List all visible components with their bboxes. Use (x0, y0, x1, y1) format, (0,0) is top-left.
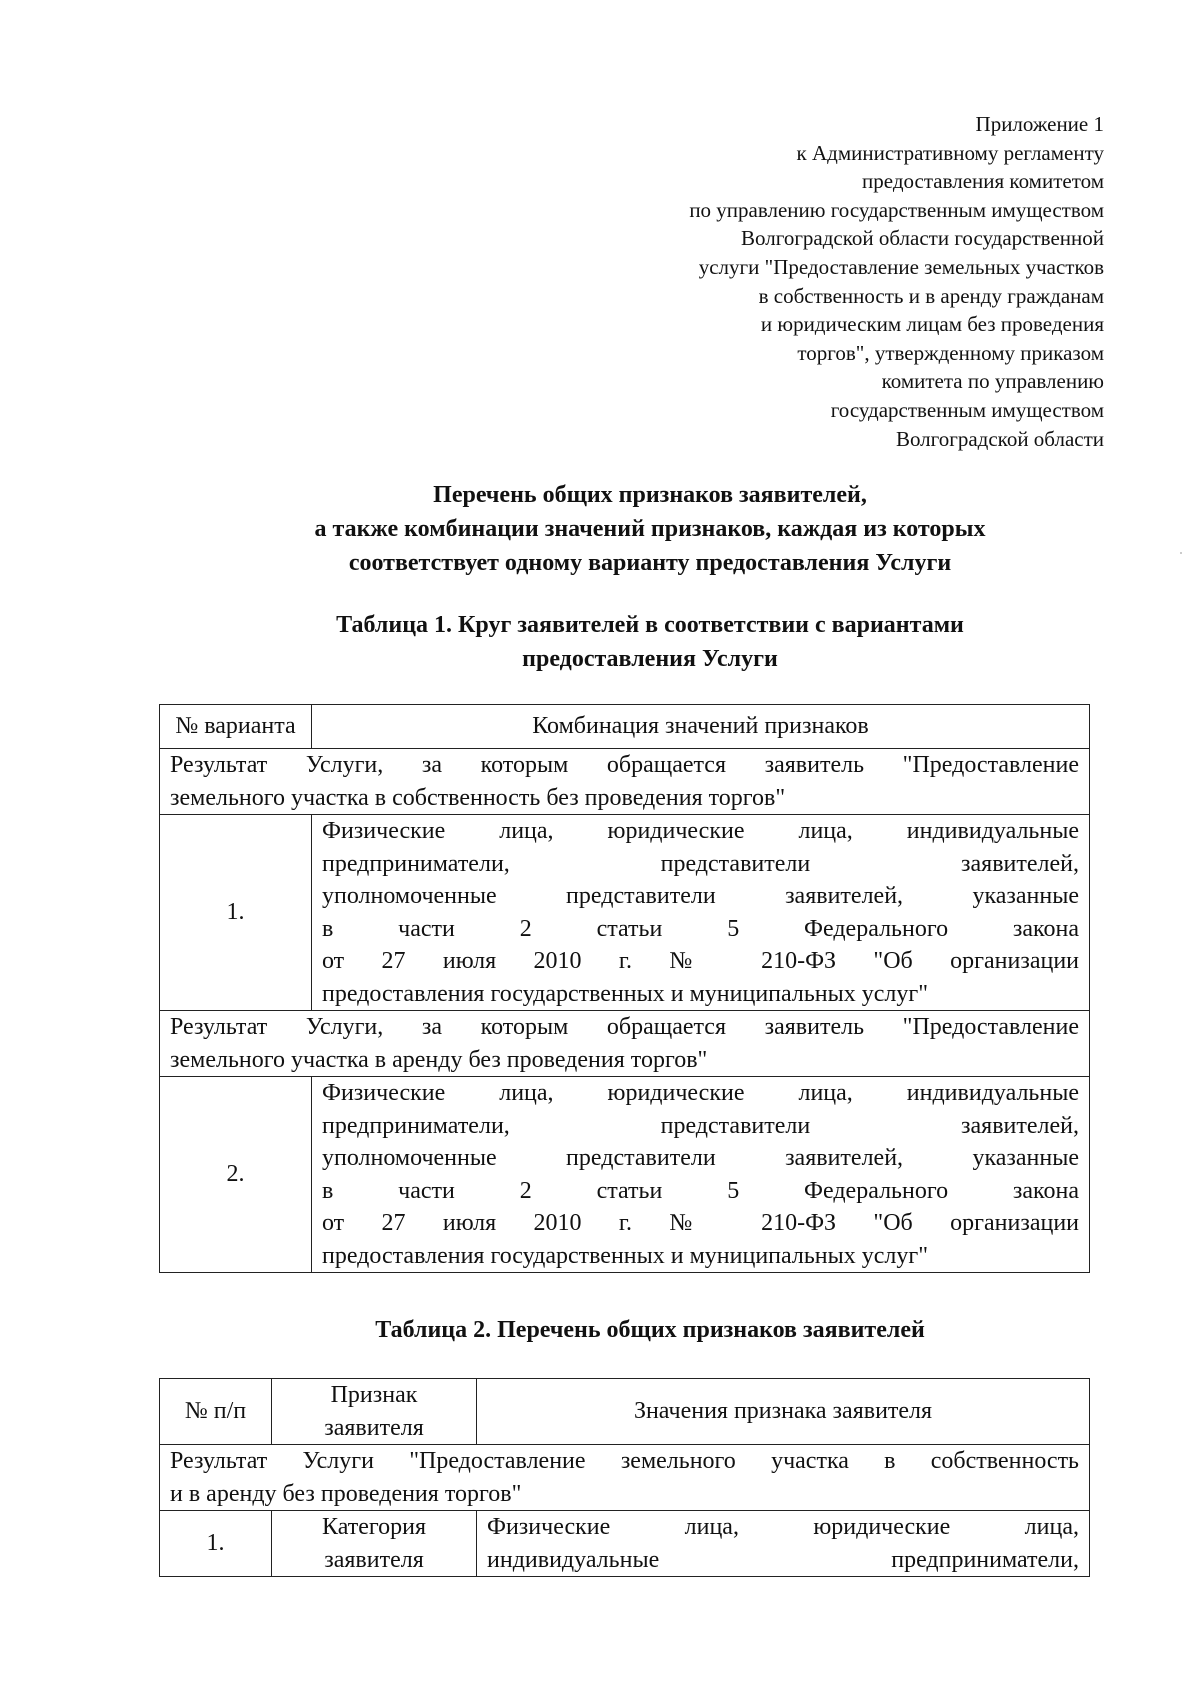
combination-values (312, 1077, 1090, 1273)
attribute-line: Категория (322, 1514, 426, 1540)
scan-speck (1180, 552, 1182, 554)
combo-line: предоставления государственных и муниципальных услуг" (322, 1242, 929, 1269)
value-line: Физические лица, юридические лица, (487, 1514, 1079, 1540)
result-line: Результат Услуги "Предоставление земельного участка в собственность (170, 1448, 1079, 1474)
document-title (130, 478, 1170, 580)
appendix-line: услуги "Предоставление земельных участков (698, 254, 1104, 279)
combo-line: от 27 июля 2010 г. № 210-ФЗ "Об организации (322, 1210, 1079, 1236)
appendix-line: комитета по управлению (881, 369, 1104, 394)
combo-line: предоставления государственных и муниципальных услуг" (322, 980, 929, 1007)
attribute-name (272, 1511, 477, 1577)
appendix-line: в собственность и в аренду гражданам (758, 283, 1104, 308)
table-header-row (160, 1379, 1090, 1445)
header-variant-number: № варианта (160, 705, 312, 749)
value-line: индивидуальные предприниматели, (487, 1546, 1079, 1573)
variant-number: 2. (160, 1077, 312, 1273)
combo-line: в части 2 статьи 5 Федерального закона (322, 915, 1079, 942)
table-result-row (160, 1011, 1090, 1077)
row-number: 1. (160, 1511, 272, 1577)
combo-line: Физические лица, юридические лица, индивидуальные (322, 818, 1079, 844)
result-line: земельного участка в собственность без проведения торгов" (170, 784, 786, 811)
header-combination: Комбинация значений признаков (312, 705, 1090, 749)
appendix-line: государственным имуществом (830, 397, 1104, 422)
title-line: предоставления Услуги (522, 646, 778, 672)
title-line: а также комбинации значений признаков, каждая из которых (314, 516, 986, 542)
table2-applicant-attributes (159, 1378, 1090, 1577)
table-row (160, 815, 1090, 1011)
result-description (160, 749, 1090, 815)
appendix-line: и юридическим лицам без проведения (760, 312, 1104, 337)
result-description (160, 1445, 1090, 1511)
combo-line: уполномоченные представители заявителей, указанные (322, 1145, 1079, 1171)
title-line: Таблица 1. Круг заявителей в соответствии с вариантами (336, 612, 964, 638)
result-line: и в аренду без проведения торгов" (170, 1480, 522, 1507)
appendix-line: Волгоградской области (895, 426, 1104, 451)
appendix-line: к Административному регламенту (796, 140, 1104, 165)
header-row-number: № п/п (160, 1379, 272, 1445)
header-attribute: Признак заявителя (272, 1379, 477, 1445)
table-result-row (160, 1445, 1090, 1511)
result-line: Результат Услуги, за которым обращается заявитель "Предоставление (170, 752, 1079, 778)
attribute-values (477, 1511, 1090, 1577)
combo-line: от 27 июля 2010 г. № 210-ФЗ "Об организации (322, 948, 1079, 974)
combination-values (312, 815, 1090, 1011)
result-line: земельного участка в аренду без проведения торгов" (170, 1046, 708, 1073)
table1-applicant-variants (159, 704, 1090, 1273)
table-header-row (160, 705, 1090, 749)
combo-line: уполномоченные представители заявителей, указанные (322, 883, 1079, 909)
table-result-row (160, 749, 1090, 815)
table-row (160, 1077, 1090, 1273)
table-row (160, 1511, 1090, 1577)
appendix-line: по управлению государственным имуществом (689, 197, 1104, 222)
combo-line: в части 2 статьи 5 Федерального закона (322, 1177, 1079, 1204)
result-description (160, 1011, 1090, 1077)
combo-line: предприниматели, представители заявителей, (322, 850, 1079, 877)
appendix-block (544, 110, 1104, 453)
appendix-line: Волгоградской области государственной (741, 226, 1104, 251)
appendix-line: Приложение 1 (975, 112, 1104, 136)
table1-title (130, 608, 1170, 676)
appendix-line: торгов", утвержденному приказом (797, 340, 1104, 365)
title-line: соответствует одному варианту предоставления Услуги (348, 550, 952, 576)
combo-line: предприниматели, представители заявителей, (322, 1112, 1079, 1139)
attribute-line: заявителя (324, 1546, 424, 1573)
title-line: Перечень общих признаков заявителей, (433, 482, 867, 508)
appendix-line: предоставления комитетом (862, 169, 1104, 194)
combo-line: Физические лица, юридические лица, индивидуальные (322, 1080, 1079, 1106)
table2-title: Таблица 2. Перечень общих признаков заявителей (375, 1317, 925, 1343)
result-line: Результат Услуги, за которым обращается заявитель "Предоставление (170, 1014, 1079, 1040)
variant-number: 1. (160, 815, 312, 1011)
header-attribute-values: Значения признака заявителя (477, 1379, 1090, 1445)
